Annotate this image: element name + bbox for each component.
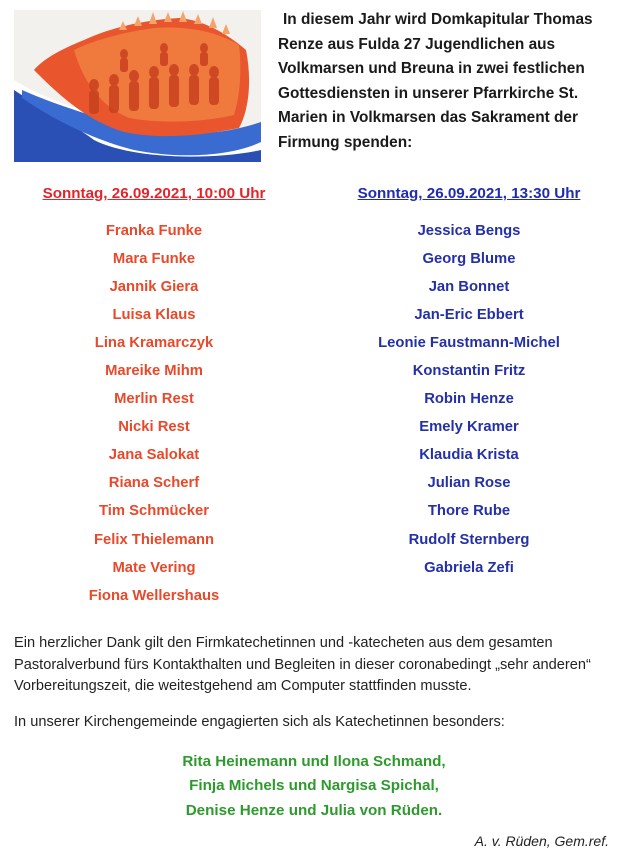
list-item: Klaudia Krista [419,447,519,464]
list-item: Jana Salokat [108,447,200,464]
list-item: Robin Henze [424,391,514,408]
list-item: Georg Blume [422,251,516,268]
list-item: Lina Kramarczyk [94,335,214,352]
list-item: Franka Funke [105,223,203,239]
list-item: Denise Henze und Julia von Rüden. [185,801,443,819]
signature: A. v. Rüden, Gem.ref. [474,833,609,849]
list-item: Leonie Faustmann-Michel [378,335,560,352]
list-item: Felix Thielemann [93,531,215,548]
list-item: Nicki Rest [118,419,190,436]
flame-illustration [14,10,261,162]
list-item: Jannik Giera [109,279,199,296]
list-item: Jessica Bengs [417,223,521,239]
list-item: Merlin Rest [114,391,194,408]
group-heading: Sonntag, 26.09.2021, 10:00 Uhr [42,185,266,202]
list-item: Emely Kramer [419,419,519,436]
intro-text: In diesem Jahr wird Domkapitular Thomas Renze aus Fulda 27 Jugendlichen aus Volkmarsen und Breuna in zwei festlichen Gottesdiensten in unserer Pfarrkirche St. Marien in Volkmarsen das Sakrament der Firmung spenden: [278,11,593,151]
list-item: Rudolf Sternberg [408,531,530,548]
list-item: Riana Scherf [108,475,200,492]
list-item: Thore Rube [427,503,511,520]
thanks-paragraph: Ein herzlicher Dank gilt den Firmkatechetinnen und -katecheten aus dem gesamten Pastoralverbund fürs Kontakthalten und Begleiten in dieser coronabedingt „sehr anderen“ Vorbereitungszeit, die weitestgehend am Computer stattfinden musste. [14,635,591,694]
list-item: Jan-Eric Ebbert [414,307,524,324]
catechists-intro: In unserer Kirchengemeinde engagierten sich als Katechetinnen besonders: [14,714,505,730]
catechist-list [14,750,614,823]
list-item: Fiona Wellershaus [88,587,220,604]
list-item: Mara Funke [112,251,196,268]
name-list [329,220,609,585]
list-item: Luisa Klaus [112,307,196,324]
list-item: Finja Michels und Nargisa Spichal, [189,777,439,795]
list-item: Julian Rose [427,475,511,492]
group-heading [329,182,609,220]
list-item: Gabriela Zefi [424,559,514,576]
name-list [14,220,294,613]
list-item: Jan Bonnet [428,279,510,296]
group-afternoon [329,182,609,585]
list-item: Rita Heinemann und Ilona Schmand, [182,753,446,770]
group-heading-text: Sonntag, 26.09.2021, 13:30 Uhr [357,185,581,202]
list-item: Tim Schmücker [99,503,209,520]
list-item: Konstantin Fritz [412,363,526,380]
list-item: Mareike Mihm [105,363,203,380]
group-morning [14,182,294,613]
list-item: Mate Vering [112,559,196,576]
